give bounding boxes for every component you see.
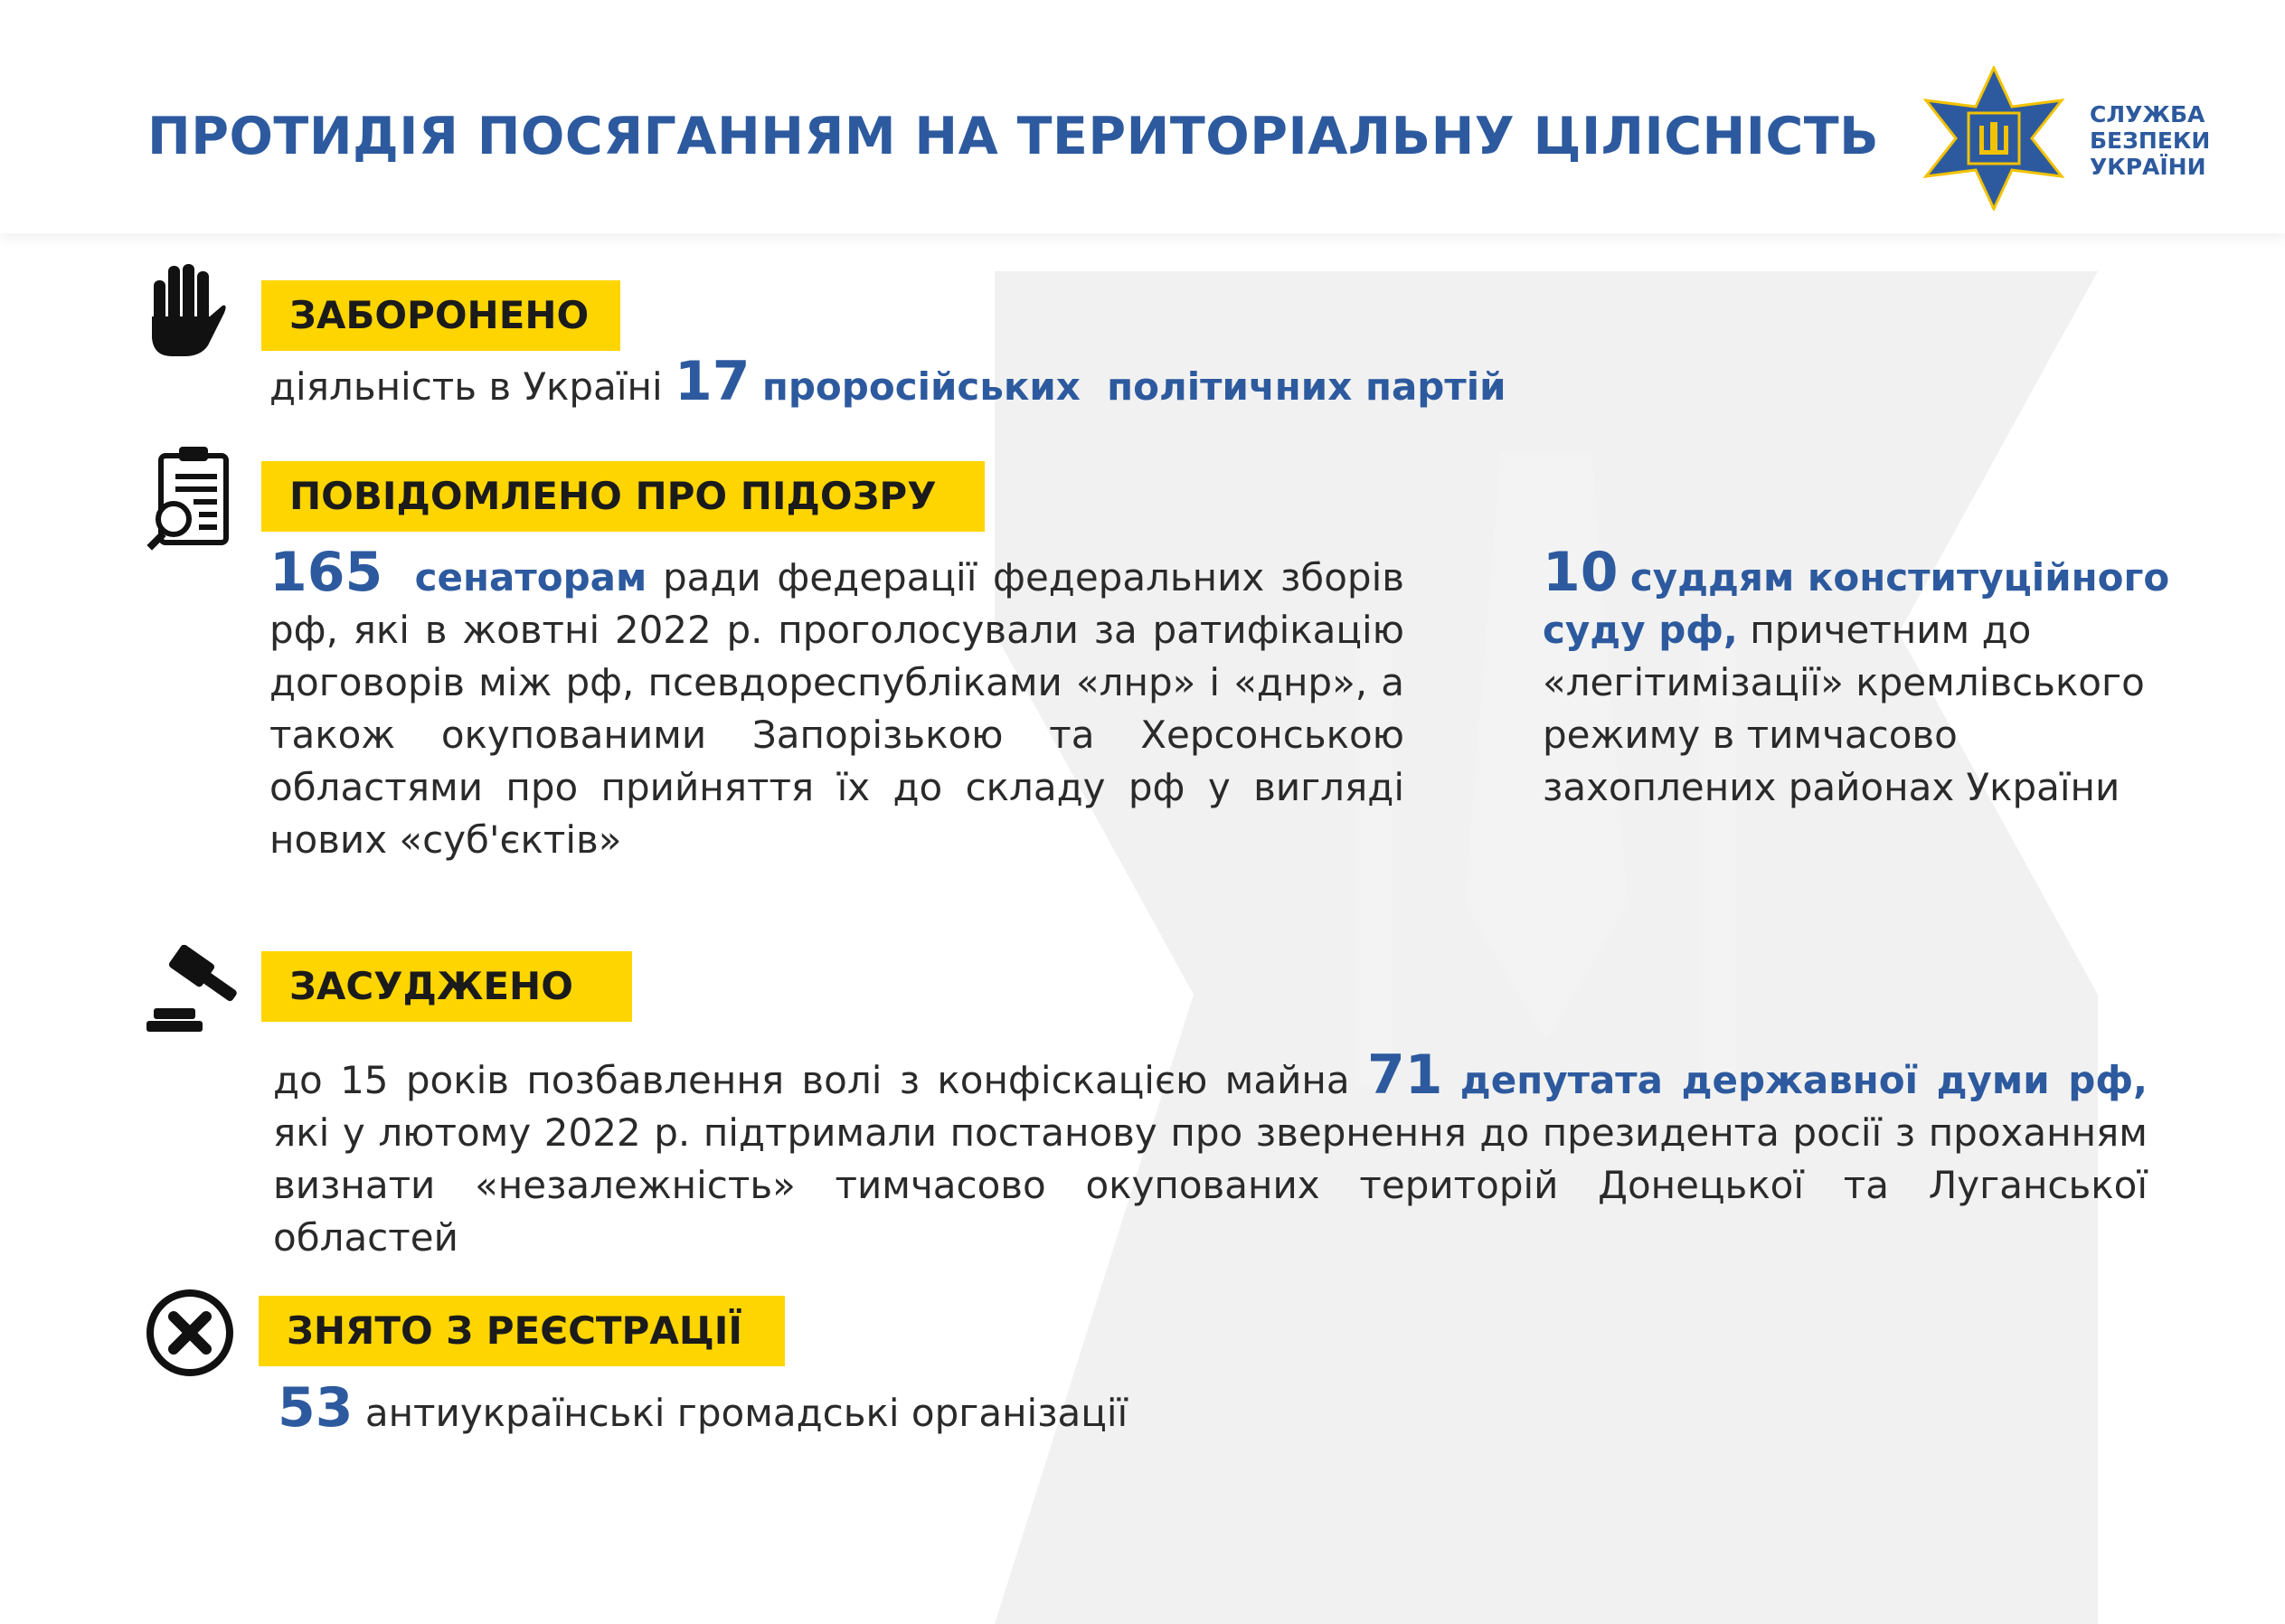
suspicion-senators-text: 165 сенаторам ради федерації федеральних зборів рф, які в жовтні 2022 р. проголосували за ратифікацію договорів між рф, псевдореспубліками «лнр» і «днр», а також окупованими Запорізькою та Херсонською областями про прийняття їх до складу рф у вигляді нових «суб'єктів» — [269, 541, 1404, 862]
banned-text: діяльність в Україні 17 проросійських політичних партій — [269, 350, 1506, 413]
page-title: ПРОТИДІЯ ПОСЯГАННЯМ НА ТЕРИТОРІАЛЬНУ ЦІЛІСНІСТЬ — [147, 107, 1880, 166]
convicted-text: до 15 років позбавлення волі з конфіскацією майна 71 депутата державної думи рф, які у лютому 2022 р. підтримали постанову про звернення до президента росії з проханням визнати «незалежність» тимчасово окупованих територій Донецької та Луганської областей — [273, 1043, 2148, 1260]
gavel-icon — [145, 945, 244, 1035]
banned-label: ЗАБОРОНЕНО — [261, 280, 620, 351]
document-search-icon — [145, 443, 235, 552]
suspicion-label: ПОВІДОМЛЕНО ПРО ПІДОЗРУ — [261, 461, 985, 532]
deregistered-label: ЗНЯТО З РЕЄСТРАЦІЇ — [259, 1296, 785, 1366]
cancel-circle-icon — [145, 1288, 235, 1378]
convicted-label: ЗАСУДЖЕНО — [261, 951, 632, 1022]
stop-hand-icon — [145, 262, 226, 357]
suspicion-judges-text: 10 суддям конституційного суду рф, причетним до «легітимізації» кремлівського режиму в тимчасово захоплених районах України — [1543, 541, 2170, 809]
deregistered-text: 53 антиукраїнські громадські організації — [278, 1376, 1128, 1440]
org-name: СЛУЖБА БЕЗПЕКИ УКРАЇНИ — [2090, 101, 2211, 180]
